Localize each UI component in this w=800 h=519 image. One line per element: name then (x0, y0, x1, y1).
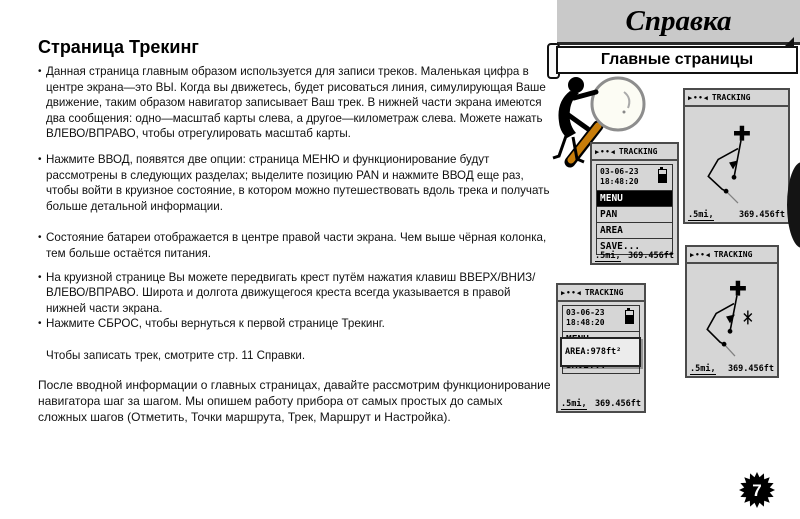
track-segment (734, 141, 741, 178)
track-point (732, 175, 737, 180)
page-number-badge (739, 472, 775, 508)
odometer: 369.456ft (727, 364, 774, 374)
gps-screen-track-top (683, 88, 790, 224)
pan-marker-icon: ▶••◀ (561, 288, 582, 297)
corner-curl-icon (785, 37, 794, 46)
bullet-text: Нажмите ВВОД, появятся две опции: страница МЕНЮ и функционирование будут рассмотрены в следующих разделах; выделите позицию PAN и нажмите ВВОД еще раз, чтобы войти в круизное состояние, в котором можно путешествовать вдоль трека и получать больше детальной информации. (46, 152, 550, 213)
cursor-cross-icon (734, 126, 750, 141)
gps-time: 18:48:20 (600, 177, 639, 186)
article (38, 36, 552, 425)
pan-marker-icon: ▶••◀ (688, 93, 709, 102)
gps-footer (689, 364, 775, 375)
gps-screen-title: TRACKING (713, 250, 753, 259)
gps-screen-title: TRACKING (711, 93, 751, 102)
bullet-marker: • (38, 66, 42, 77)
gps-footer (687, 210, 786, 221)
gps-screen-title: TRACKING (618, 147, 658, 156)
track-map (687, 262, 777, 362)
bullet-text: Нажмите СБРОС, чтобы вернуться к первой странице Трекинг. (46, 317, 385, 331)
track-segment (730, 296, 737, 332)
track-point (728, 329, 733, 334)
odometer: 369.456ft (738, 210, 785, 220)
bullet-text: Данная страница главным образом используется для записи треков. Маленькая цифра в центре экрана—это ВЫ. Когда вы движетесь, будет рисоваться линия, симулирующая Ваше движение, таким образом навигатор записывает Ваш трек. В нижней части экрана имеются два сообщения: одно—масштаб карты слева, а другое—километраж слева. Можете нажать ВЛЕВО/ВПРАВО, чтобы отрегулировать масштаб карты. (46, 65, 546, 141)
battery-icon (658, 169, 667, 183)
pan-cursor-star-icon (744, 311, 752, 325)
section-banner (556, 46, 798, 74)
lens-dot (623, 111, 626, 114)
bullet-item (38, 152, 552, 214)
track-point (724, 189, 729, 194)
bullet-item (38, 270, 552, 317)
map-scale: .5mi, (690, 364, 716, 374)
gps-menu (596, 164, 673, 255)
closing-paragraph: После вводной информации о главных страницах, давайте рассмотрим функционирование навигатора шаг за шагом. Мы опишем работу прибора от самых простых до самых сложных шагов (Отметить, Точки маршрута, Трек, Маршрут и Настройка). (38, 377, 551, 424)
menu-item-menu: MENU (597, 191, 672, 207)
odometer: 369.456ft (627, 251, 674, 261)
person-head (568, 77, 584, 93)
bullet-marker: • (38, 232, 42, 244)
gps-time: 18:48:20 (566, 318, 605, 327)
page-title: Страница Трекинг (38, 37, 199, 57)
direction-arrow-icon (726, 314, 735, 323)
bullet-marker: • (38, 318, 42, 330)
map-scale: .5mi, (688, 210, 714, 220)
bullet-item (38, 316, 552, 332)
bullet-marker: • (38, 271, 42, 283)
datetime-cell (563, 306, 639, 332)
note-text: Чтобы записать трек, смотрите стр. 11 Справки. (46, 348, 306, 362)
gps-screen-header (558, 285, 644, 302)
area-popup: AREA:978ft² (560, 337, 641, 367)
magnifier-lens (592, 78, 644, 130)
bullet-marker: • (38, 153, 42, 165)
section-title: Главные страницы (600, 51, 754, 68)
track-tail (726, 191, 738, 203)
menu-item-area: AREA (597, 223, 672, 239)
page-number: 7 (752, 481, 762, 500)
pan-marker-icon: ▶••◀ (690, 250, 711, 259)
help-title: Справка (625, 4, 732, 37)
odometer: 369.456ft (594, 399, 641, 409)
gps-date: 03-06-23 (600, 167, 639, 176)
gps-screen-track-bottom (685, 245, 779, 378)
map-scale: .5mi, (561, 399, 587, 409)
track-point (722, 342, 727, 347)
gps-screen-area (556, 283, 646, 413)
menu-item-save: SAVE... (600, 241, 641, 252)
track-line (707, 304, 734, 345)
track-tail (724, 344, 735, 356)
battery-icon (625, 310, 634, 324)
gps-screen-menu (590, 142, 679, 265)
person-leg-left (553, 136, 566, 158)
bullet-item (38, 230, 552, 261)
track-line (708, 149, 738, 192)
bullet-text: На круизной странице Вы можете передвигать крест путём нажатия клавиш ВВЕРХ/ВНИЗ/ВЛЕВО/ВПРАВО. Широта и долгота движущегося креста всегда указывается в правой нижней части экрана. (46, 270, 536, 315)
cursor-cross-icon (730, 281, 746, 296)
gps-screen-title: TRACKING (584, 288, 624, 297)
menu-item-pan: PAN (597, 207, 672, 223)
datetime-cell (597, 165, 672, 191)
bullet-item (38, 64, 552, 142)
help-banner (557, 0, 800, 45)
pan-marker-icon: ▶••◀ (595, 147, 616, 156)
map-scale: .5mi, (595, 251, 621, 261)
gps-footer (560, 399, 642, 410)
gps-footer (594, 251, 675, 262)
gps-date: 03-06-23 (566, 308, 605, 317)
track-map (685, 105, 788, 208)
gps-screen-header (592, 144, 677, 161)
bullet-text: Состояние батареи отображается в центре правой части экрана. Чем выше чёрная колонка, тем больше остаётся питания. (46, 231, 547, 260)
